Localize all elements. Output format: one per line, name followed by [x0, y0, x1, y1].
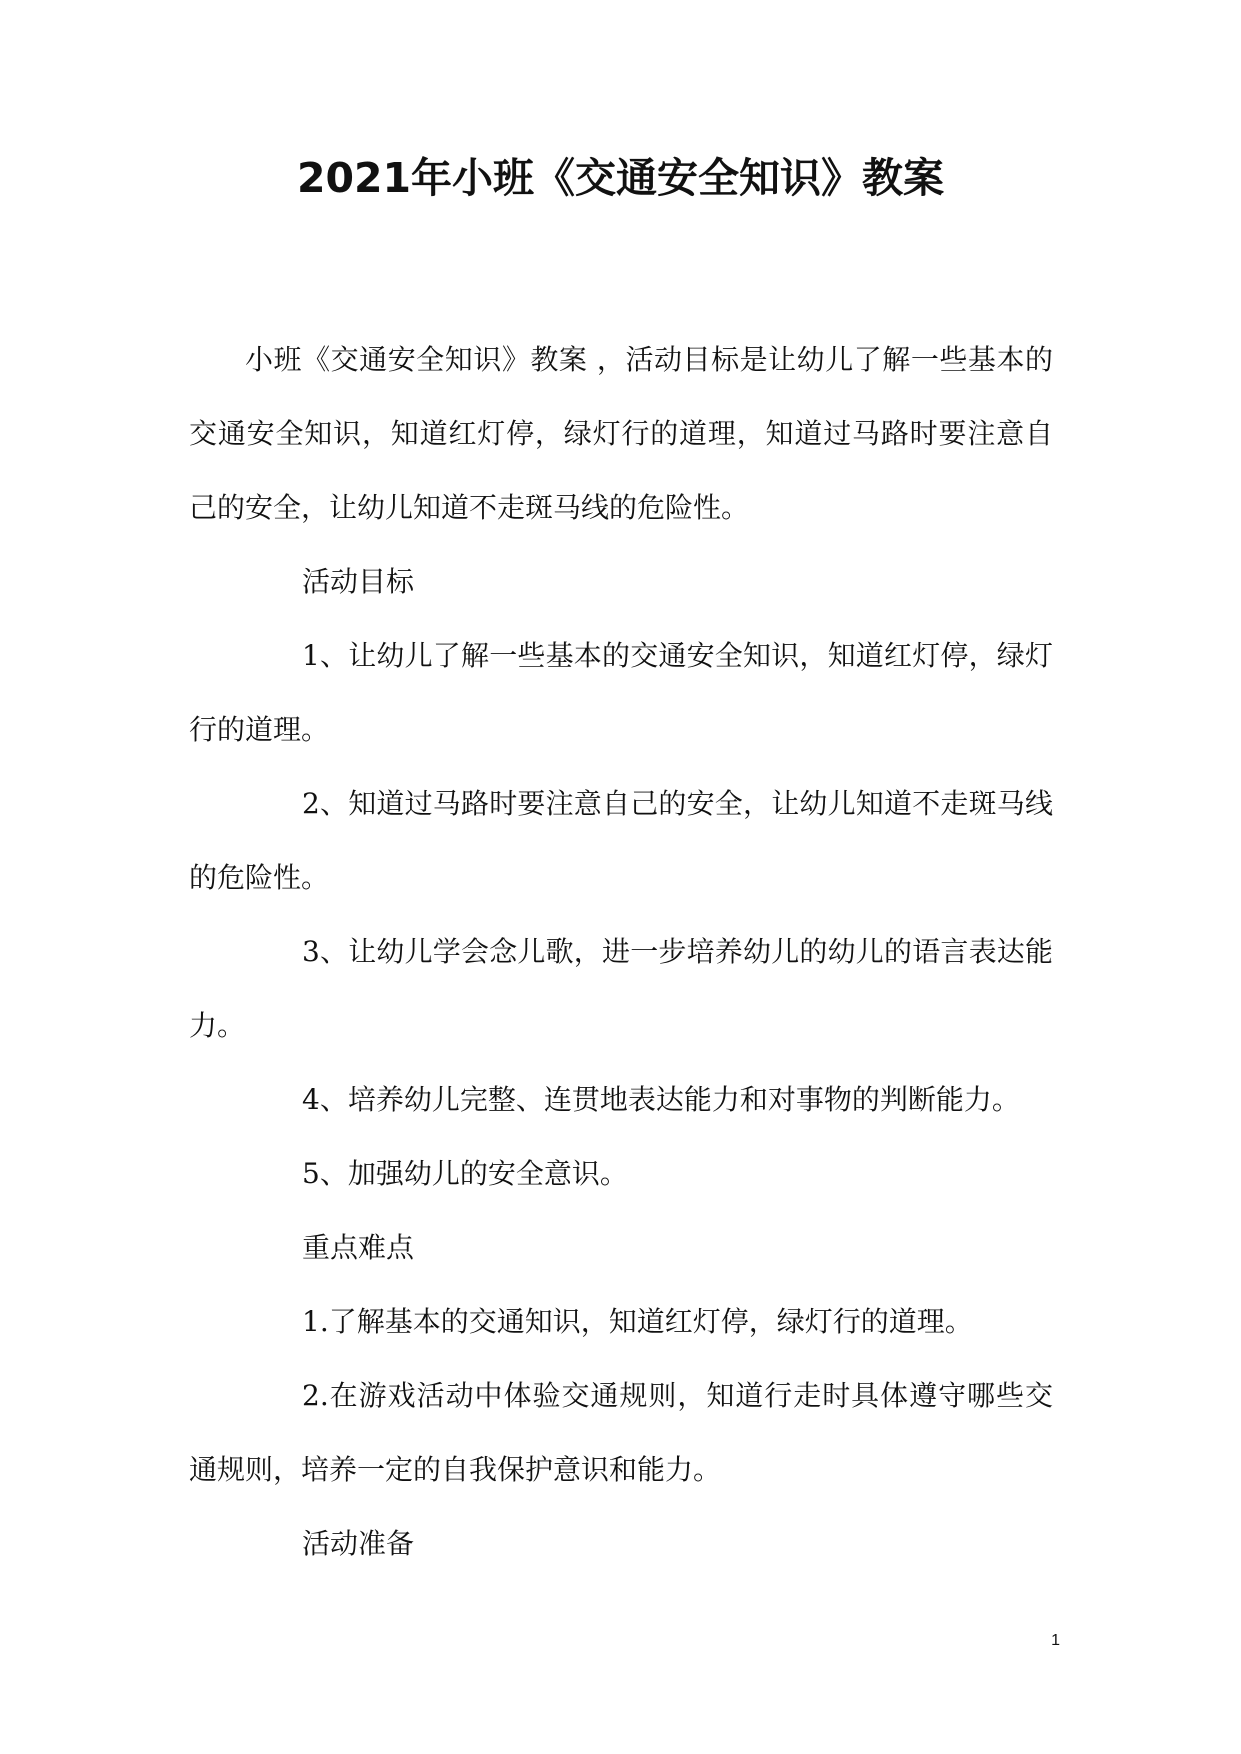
goal-item-4: 4、培养幼儿完整、连贯地表达能力和对事物的判断能力。	[302, 1083, 1020, 1116]
key-point-item-2: 2.在游戏活动中体验交通规则，知道行走时具体遵守哪些交通规则，培养一定的自我保护意识和能力。	[189, 1379, 1053, 1486]
intro-paragraph: 小班《交通安全知识》教案 ，活动目标是让幼儿了解一些基本的交通安全知识，知道红灯停，绿灯行的道理，知道过马路时要注意自己的安全，让幼儿知道不走斑马线的危险性。	[189, 343, 1053, 524]
section-heading-key-points: 重点难点	[302, 1231, 415, 1264]
key-point-item-1: 1.了解基本的交通知识，知道红灯停，绿灯行的道理。	[302, 1305, 973, 1338]
goal-item-5: 5、加强幼儿的安全意识。	[302, 1157, 628, 1190]
goal-item-3: 3、让幼儿学会念儿歌，进一步培养幼儿的幼儿的语言表达能力。	[189, 935, 1053, 1042]
page-number: 1	[1051, 1632, 1060, 1649]
document-body	[189, 323, 1053, 1581]
section-heading-preparation: 活动准备	[302, 1527, 415, 1560]
section-heading-activity-goals: 活动目标	[302, 565, 415, 598]
document-title: 2021年小班《交通安全知识》教案	[296, 154, 945, 202]
goal-item-1: 1、让幼儿了解一些基本的交通安全知识，知道红灯停，绿灯行的道理。	[189, 639, 1053, 746]
goal-item-2: 2、知道过马路时要注意自己的安全，让幼儿知道不走斑马线的危险性。	[189, 787, 1053, 894]
